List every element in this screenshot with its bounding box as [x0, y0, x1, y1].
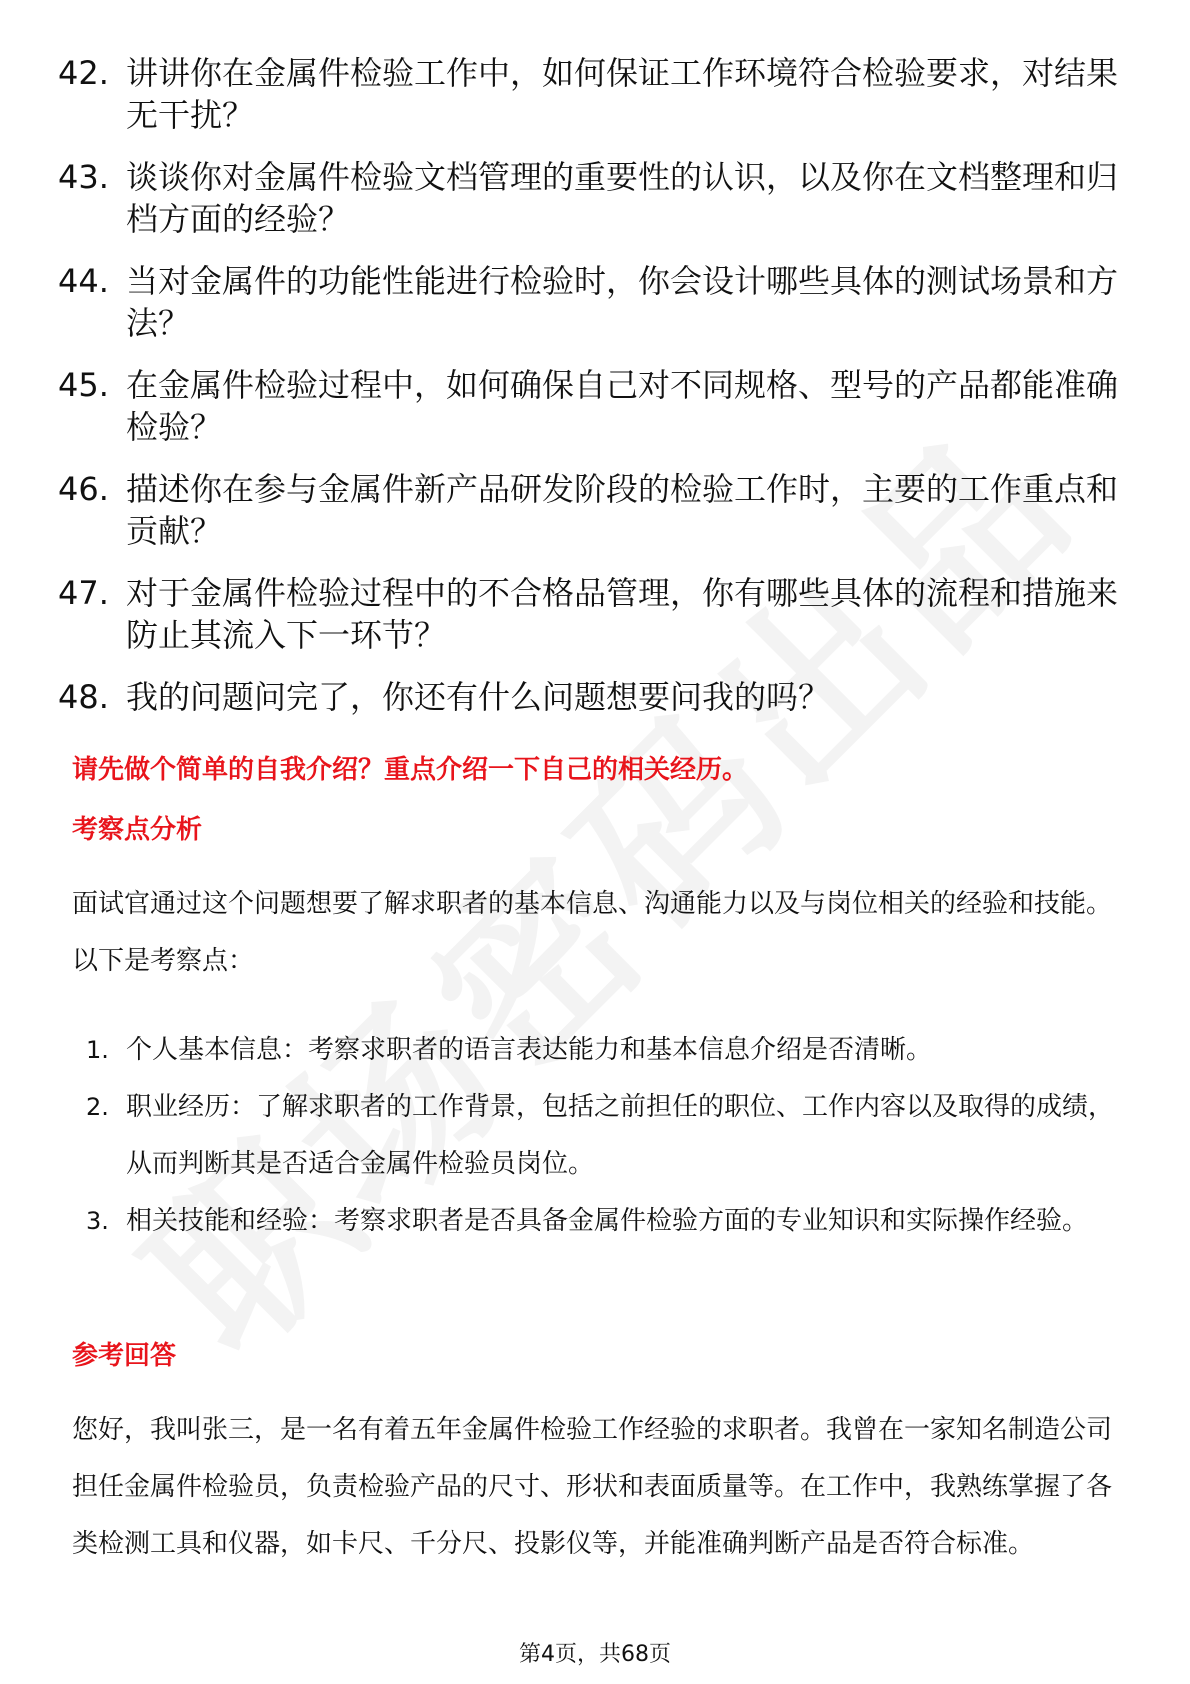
question-text: 我的问题问完了，你还有什么问题想要问我的吗？ [126, 678, 831, 716]
analysis-point-number: 2. [86, 1093, 109, 1121]
answer-text: 您好，我叫张三，是一名有着五年金属件检验工作经验的求职者。我曾在一家知名制造公司担任金属件检验员，负责检验产品的尺寸、形状和表面质量等。在工作中，我熟练掌握了各类检测工具和仪器，如卡尺、千分尺、投影仪等，并能准确判断产品是否符合标准。 [72, 1415, 1113, 1559]
question-text: 讲讲你在金属件检验工作中，如何保证工作环境符合检验要求，对结果无干扰？ [126, 54, 1119, 134]
question-item [58, 364, 1128, 448]
question-text: 对于金属件检验过程中的不合格品管理，你有哪些具体的流程和措施来防止其流入下一环节？ [126, 574, 1119, 654]
question-number: 47. [58, 574, 109, 612]
analysis-intro: 面试官通过这个问题想要了解求职者的基本信息、沟通能力以及与岗位相关的经验和技能。以下是考察点： [72, 889, 1113, 976]
question-number: 48. [58, 678, 109, 716]
analysis-points [86, 1022, 1122, 1250]
question-item [58, 156, 1128, 240]
analysis-point-number: 1. [86, 1036, 109, 1064]
analysis-point [86, 1193, 1122, 1250]
question-item [58, 260, 1128, 344]
question-item [58, 52, 1128, 136]
analysis-point [86, 1022, 1122, 1079]
question-number: 42. [58, 54, 109, 92]
page-footer: 第4页，共68页 [519, 1642, 671, 1667]
question-number: 46. [58, 470, 109, 508]
question-text: 当对金属件的功能性能进行检验时，你会设计哪些具体的测试场景和方法？ [126, 262, 1119, 342]
question-number: 44. [58, 262, 109, 300]
answer-heading: 参考回答 [72, 1341, 177, 1371]
question-text: 谈谈你对金属件检验文档管理的重要性的认识，以及你在文档整理和归档方面的经验？ [126, 158, 1119, 238]
question-item [58, 468, 1128, 552]
analysis-point-text: 职业经历：了解求职者的工作背景，包括之前担任的职位、工作内容以及取得的成绩，从而判断其是否适合金属件检验员岗位。 [126, 1092, 1115, 1179]
question-list [58, 52, 1128, 738]
question-number: 43. [58, 158, 109, 196]
question-item [58, 572, 1128, 656]
analysis-point-text: 个人基本信息：考察求职者的语言表达能力和基本信息介绍是否清晰。 [126, 1035, 933, 1065]
analysis-heading: 考察点分析 [72, 815, 203, 845]
question-number: 45. [58, 366, 109, 404]
question-item [58, 676, 1128, 718]
analysis-point-number: 3. [86, 1207, 109, 1235]
question-text: 在金属件检验过程中，如何确保自己对不同规格、型号的产品都能准确检验？ [126, 366, 1119, 446]
question-text: 描述你在参与金属件新产品研发阶段的检验工作时，主要的工作重点和贡献？ [126, 470, 1119, 550]
analysis-point-text: 相关技能和经验：考察求职者是否具备金属件检验方面的专业知识和实际操作经验。 [126, 1206, 1089, 1236]
highlight-question: 请先做个简单的自我介绍？重点介绍一下自己的相关经历。 [72, 755, 749, 785]
analysis-point [86, 1079, 1122, 1193]
